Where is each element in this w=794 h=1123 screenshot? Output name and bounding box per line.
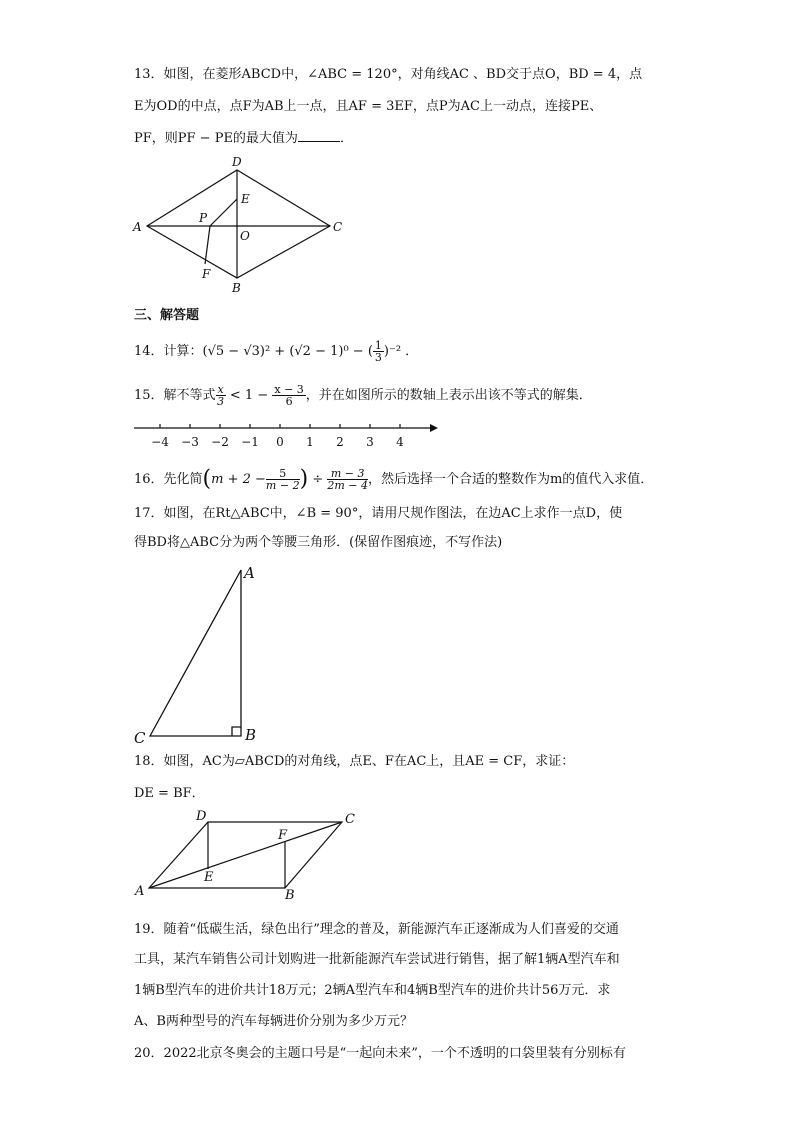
label-b: B (232, 281, 241, 295)
q14-lead: 14．计算：(√5 − √3)² + (√2 − 1)⁰ − ( (134, 344, 373, 359)
q15-f2-num: x − 3 (274, 383, 304, 396)
q16-expr-a: m + 2 − (211, 472, 266, 487)
label-a: A (133, 220, 142, 234)
q15-f1-den: 3 (217, 395, 225, 408)
triangle-outline (150, 570, 241, 736)
q15-f2-den: 6 (285, 395, 293, 408)
parallelogram-figure (130, 805, 370, 900)
segment-pe (210, 199, 237, 226)
q16-tail: ，然后选择一个合适的整数作为m的值代入求值． (367, 472, 654, 487)
number-line-tick-label: 4 (396, 435, 404, 449)
number-line-tick-label: −3 (181, 435, 199, 449)
q15-line (134, 384, 592, 407)
q13-line-3-end: ． (339, 131, 353, 146)
q13-line-1: 13．如图，在菱形ABCD中，∠ABC = 120°，对角线AC 、BD交于点O，BD = 4，点 (134, 67, 643, 82)
label-e: E (204, 870, 214, 885)
rhombus-outline (147, 170, 330, 278)
label-e: E (241, 192, 250, 206)
label-o: O (240, 229, 250, 243)
q17-line-2: 得BD将△ABC分为两个等腰三角形．(保留作图痕迹，不写作法) (134, 535, 503, 550)
q13-line-3 (134, 129, 353, 149)
q15-mid: < 1 − (229, 388, 269, 403)
rhombus-figure (125, 150, 355, 295)
q16-fraction-2 (327, 468, 368, 491)
label-b: B (285, 888, 295, 900)
right-triangle-figure (128, 558, 278, 748)
q16-f2-den: 2m − 4 (327, 479, 368, 492)
segment-pf (205, 226, 210, 264)
q17-line-1: 17．如图，在Rt△ABC中，∠B = 90°，请用尺规作图法，在边AC上求作一点D，使 (134, 506, 623, 521)
label-p: P (199, 211, 208, 225)
q14-frac-num: 1 (374, 339, 382, 352)
q16-f1-num: 5 (266, 468, 300, 480)
q20-line-1: 20．2022北京冬奥会的主题口号是“一起向未来”，一个不透明的口袋里装有分别标有 (134, 1046, 626, 1061)
q15-lead: 15．解不等式 (134, 388, 216, 403)
q14-line (134, 340, 418, 363)
q19-line-1: 19．随着“低碳生活，绿色出行”理念的普及，新能源汽车正逐渐成为人们喜爱的交通 (134, 922, 619, 937)
label-d: D (196, 809, 207, 824)
q13-line-2: E为OD的中点，点F为AB上一点，且AF = 3EF，点P为AC上一动点，连接PE、 (134, 99, 603, 114)
q15-fraction-2 (272, 384, 305, 407)
number-line-tick-label: −1 (241, 435, 259, 449)
number-line-tick-label: 0 (276, 435, 284, 449)
number-line-tick-label: −2 (211, 435, 229, 449)
q16-f1-den: m − 2 (265, 479, 300, 492)
q14-fraction (373, 340, 384, 363)
q16-f2-num: m − 3 (327, 468, 368, 480)
section-heading: 三、解答题 (134, 308, 200, 323)
q16-div: ÷ (312, 472, 324, 487)
number-line-tick-label: 1 (306, 435, 314, 449)
label-c: C (345, 812, 355, 827)
number-line-tick-label: 2 (336, 435, 344, 449)
q19-line-3: 1辆B型汽车的进价共计18万元；2辆A型汽车和4辆B型汽车的进价共计56万元．求 (134, 983, 611, 998)
q18-line-1: 18．如图，AC为▱ABCD的对角线，点E、F在AC上，且AE = CF，求证： (134, 754, 575, 769)
q18-line-2: DE = BF． (134, 786, 205, 801)
label-c: C (333, 220, 343, 234)
label-c: C (134, 729, 146, 747)
q14-frac-den: 3 (374, 351, 382, 364)
q15-fraction-1 (216, 384, 226, 407)
label-b: B (245, 726, 257, 744)
number-line-tick-label: −4 (151, 435, 169, 449)
label-d: D (232, 155, 242, 169)
q13-line-3-text: PF，则PF − PE的最大值为 (134, 131, 298, 146)
right-angle-mark (232, 727, 241, 736)
q16-fraction-1 (266, 468, 300, 491)
q14-tail: )⁻² ． (383, 344, 419, 359)
number-line (130, 418, 440, 450)
label-f: F (278, 828, 288, 843)
q19-line-2: 工具，某汽车销售公司计划购进一批新能源汽车尝试进行销售，据了解1辆A型汽车和 (134, 952, 620, 967)
label-a: A (135, 884, 145, 899)
q15-f1-num: x (217, 383, 224, 396)
q19-line-4: A、B两种型号的汽车每辆进价分别为多少万元？ (134, 1014, 413, 1029)
q16-line: 16．先化简(m + 2 − $\frac{5}{m - 2}$ ) ÷ $\frac{m - 3}{2m - 4}$ ，然后选择一个合适的整数作为m的值代入求值． (134, 466, 654, 492)
answer-blank (298, 129, 340, 142)
q15-tail: ，并在如图所示的数轴上表示出该不等式的解集． (305, 388, 592, 403)
label-a: A (244, 564, 255, 582)
q16-lead: 16．先化简 (134, 472, 203, 487)
number-line-tick-label: 3 (366, 435, 374, 449)
label-f: F (202, 267, 211, 281)
arrow-right-icon (430, 424, 438, 432)
